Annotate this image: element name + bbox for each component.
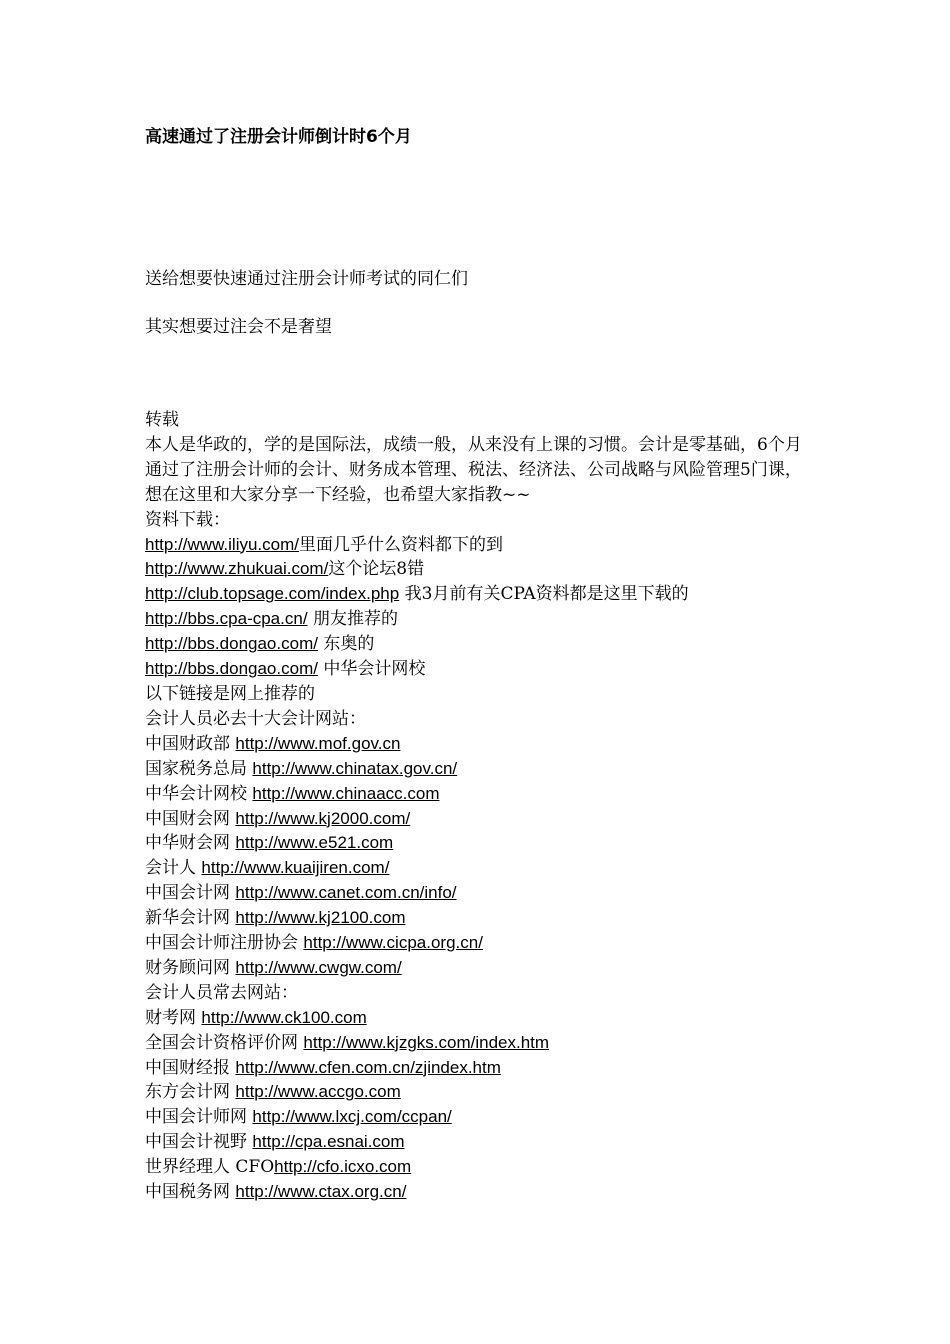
downloads-heading: 资料下载： [145,509,230,530]
document-title: 高速通过了注册会计师倒计时6个月 [145,127,412,147]
top-site-item [145,881,805,906]
download-link[interactable]: http://www.iliyu.com/ [145,534,299,554]
site-link[interactable]: http://www.cfen.com.cn/zjindex.htm [235,1057,501,1077]
site-name: 财务顾问网 [145,957,236,978]
site-name: 中华财会网 [145,833,236,854]
download-link[interactable]: http://club.topsage.com/index.php [145,584,400,604]
download-link[interactable]: http://bbs.cpa-cpa.cn/ [145,609,308,629]
site-link[interactable]: http://www.canet.com.cn/info/ [235,883,457,903]
site-link[interactable]: http://www.accgo.com [235,1082,401,1102]
download-link[interactable]: http://bbs.dongao.com/ [145,634,318,654]
experience-paragraph: 本人是华政的，学的是国际法，成绩一般，从来没有上课的习惯。会计是零基础，6个月通过了注册会计师的会计、财务成本管理、税法、经济法、公司战略与风险管理5门课，想在这里和大家分享一下经验，也希望大家指教~~ [145,434,802,505]
top-site-item [145,757,805,782]
frequent-site-item [145,1105,805,1130]
site-name: 中华会计网校 [145,783,253,804]
recommend-heading: 以下链接是网上推荐的 [145,683,315,704]
download-item [145,607,805,632]
frequent-site-item [145,1006,805,1031]
site-name: 新华会计网 [145,908,236,929]
top-site-item [145,956,805,981]
download-note: 朋友推荐的 [307,609,398,630]
site-link[interactable]: http://www.cicpa.org.cn/ [303,933,483,953]
article-body [145,408,805,1205]
site-link[interactable]: http://www.kuaijiren.com/ [201,858,390,878]
frequent-sites-heading: 会计人员常去网站： [145,982,298,1003]
intro-line-1: 送给想要快速通过注册会计师考试的同仁们 [145,269,468,289]
top-site-item [145,856,805,881]
frequent-site-item [145,1155,805,1180]
site-name: 中国财会网 [145,808,236,829]
top-site-item [145,732,805,757]
download-note: 我3月前有关CPA资料都是这里下载的 [399,584,689,605]
download-link[interactable]: http://www.zhukuai.com/ [145,559,329,579]
site-link[interactable]: http://www.kjzgks.com/index.htm [303,1032,550,1052]
site-name: 会计人 [145,858,202,879]
site-link[interactable]: http://cfo.icxo.com [274,1157,412,1177]
site-link[interactable]: http://www.lxcj.com/ccpan/ [252,1107,452,1127]
download-note: 这个论坛8错 [328,559,425,580]
download-item [145,533,805,558]
top-site-item [145,807,805,832]
site-name: 中国会计视野 [145,1132,253,1153]
site-name: 中国会计师注册协会 [145,933,304,954]
site-link[interactable]: http://www.mof.gov.cn [235,733,401,753]
download-note: 东奥的 [317,634,375,655]
site-link[interactable]: http://www.e521.com [235,833,394,853]
frequent-site-item [145,1080,805,1105]
frequent-site-item [145,1056,805,1081]
site-name: 中国财政部 [145,733,236,754]
intro-line-2: 其实想要过注会不是奢望 [145,317,332,337]
site-name: 中国财经报 [145,1057,236,1078]
site-link[interactable]: http://www.ck100.com [201,1007,367,1027]
top-site-item [145,906,805,931]
download-note: 中华会计网校 [317,659,426,680]
site-link[interactable]: http://cpa.esnai.com [252,1132,405,1152]
download-item [145,657,805,682]
top-site-item [145,831,805,856]
frequent-site-item [145,1031,805,1056]
frequent-site-item [145,1180,805,1205]
site-name: 财考网 [145,1007,202,1028]
site-name: 全国会计资格评价网 [145,1032,304,1053]
site-name: 世界经理人 CFO [145,1157,275,1178]
download-note: 里面几乎什么资料都下的到 [299,534,503,555]
site-link[interactable]: http://www.cwgw.com/ [235,957,402,977]
download-item [145,582,805,607]
site-link[interactable]: http://www.chinatax.gov.cn/ [252,758,458,778]
download-item [145,557,805,582]
frequent-site-item [145,1130,805,1155]
site-name: 中国会计师网 [145,1107,253,1128]
site-link[interactable]: http://www.ctax.org.cn/ [235,1182,407,1202]
top-site-item [145,782,805,807]
site-name: 中国会计网 [145,883,236,904]
site-link[interactable]: http://www.chinaacc.com [252,783,440,803]
top-sites-heading: 会计人员必去十大会计网站： [145,708,366,729]
top-site-item [145,931,805,956]
site-link[interactable]: http://www.kj2100.com [235,908,406,928]
site-name: 国家税务总局 [145,758,253,779]
site-name: 中国税务网 [145,1182,236,1203]
reprint-label: 转载 [145,410,179,430]
site-name: 东方会计网 [145,1082,236,1103]
site-link[interactable]: http://www.kj2000.com/ [235,808,411,828]
download-link[interactable]: http://bbs.dongao.com/ [145,659,318,679]
download-item [145,632,805,657]
